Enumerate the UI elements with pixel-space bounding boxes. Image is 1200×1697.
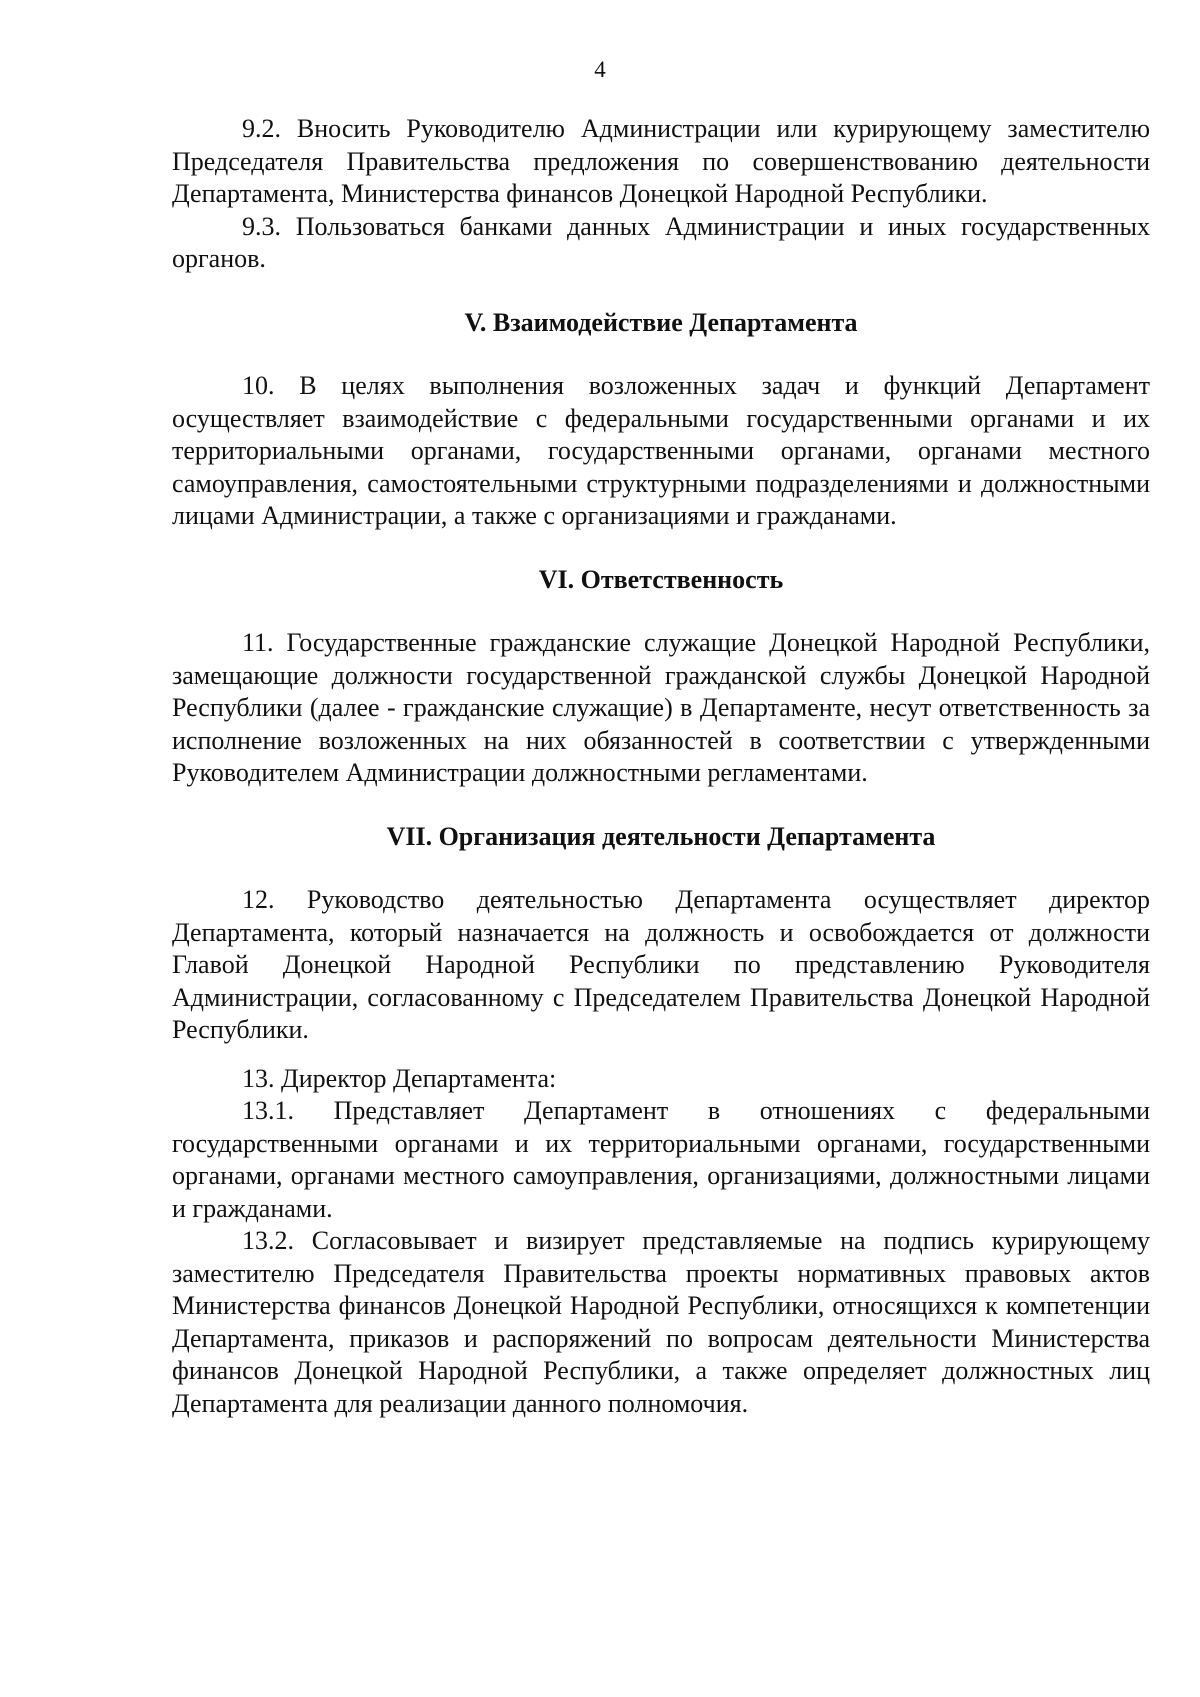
page-number: 4 [594, 57, 606, 82]
section-heading-v: V. Взаимодействие Департамента [464, 307, 858, 337]
section-heading-vi: VI. Ответственность [538, 564, 784, 594]
paragraph-9-2: 9.2. Вносить Руководителю Администрации или курирующему заместителю Председателя Правительства предложения по совершенствованию деятельности Департамента, Министерства финансов Донецкой Народной Республики. [172, 114, 1150, 208]
paragraph-9-3: 9.3. Пользоваться банками данных Администрации и иных государственных органов. [172, 211, 1150, 273]
paragraph-13: 13. Директор Департамента: [242, 1063, 557, 1093]
paragraph-13-1: 13.1. Представляет Департамент в отношениях с федеральными государственными органами и их территориальными органами, государственными органами, органами местного самоуправления, организациями, должностными лицами и гражданами. [172, 1096, 1150, 1223]
paragraph-13-2: 13.2. Согласовывает и визирует представляемые на подпись курирующему заместителю Председателя Правительства проекты нормативных правовых актов Министерства финансов Донецкой Народной Республики, относящихся к компетенции Департамента, приказов и распоряжений по вопросам деятельности Министерства финансов Донецкой Народной Республики, а также определяет должностных лиц Департамента для реализации данного полномочия. [172, 1226, 1150, 1418]
paragraph-11: 11. Государственные гражданские служащие Донецкой Народной Республики, замещающие должности государственной гражданской службы Донецкой Народной Республики (далее - гражданские служащие) в Департаменте, несут ответственность за исполнение возложенных на них обязанностей в соответствии с утвержденными Руководителем Администрации должностными регламентами. [172, 628, 1150, 787]
paragraph-10: 10. В целях выполнения возложенных задач и функций Департамент осуществляет взаимодействие с федеральными государственными органами и их территориальными органами, государственными органами, органами местного самоуправления, самостоятельными структурными подразделениями и должностными лицами Администрации, а также с организациями и гражданами. [172, 371, 1150, 530]
section-heading-vii: VII. Организация деятельности Департамента [386, 821, 936, 851]
paragraph-12: 12. Руководство деятельностью Департамента осуществляет директор Департамента, который назначается на должность и освобождается от должности Главой Донецкой Народной Республики по представлению Руководителя Администрации, согласованному с Председателем Правительства Донецкой Народной Республики. [172, 885, 1150, 1044]
document-body [172, 113, 1150, 1420]
